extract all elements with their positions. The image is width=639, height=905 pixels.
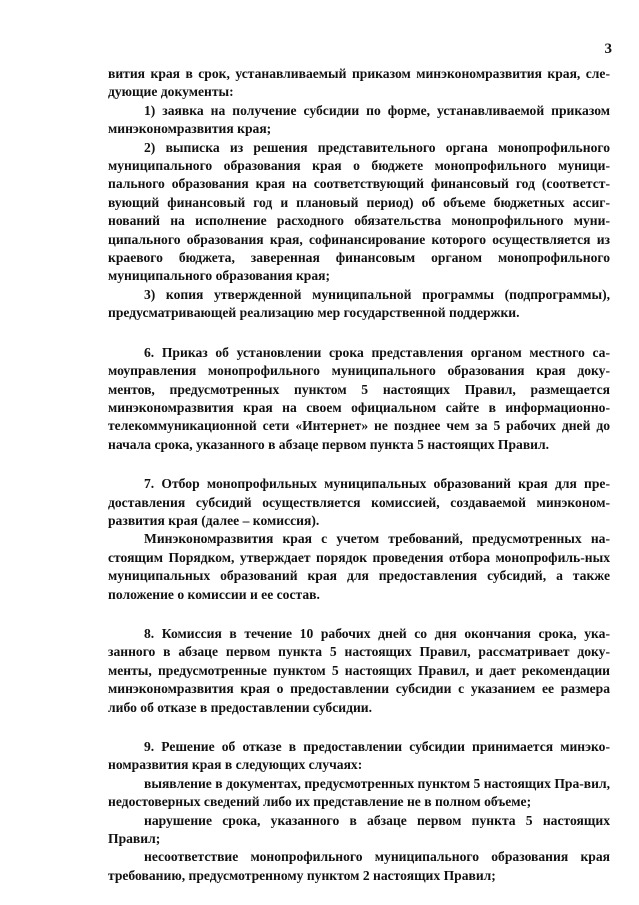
paragraph-item-1: 1) заявка на получение субсидии по форме, устанавливаемой приказом минэкономразвития края; bbox=[108, 102, 610, 137]
paragraph-item-2: 2) выписка из решения представительного органа монопрофильного муниципального образования края о бюджете монопрофильного муници-пального образования края на соответствующий финансовый год (соответст-вующий финансовый год и плановый период) об объеме бюджетных ассиг-нований на исполнение расходного обязательства монопрофильного муни-ципального образования края, софинансирование которого осуществляется из краевого бюджета, заверенная финансовым органом монопрофильного муниципального образования края; bbox=[108, 139, 610, 284]
document-body bbox=[108, 65, 610, 885]
paragraph-clause-9: 9. Решение об отказе в предоставлении субсидии принимается минэко-номразвития края в следующих случаях: bbox=[108, 739, 610, 773]
paragraph-item-3: 3) копия утвержденной муниципальной программы (подпрограммы), предусматривающей реализацию мер государственной поддержки. bbox=[108, 286, 610, 321]
paragraph-clause-8: 8. Комиссия в течение 10 рабочих дней со дня окончания срока, ука-занного в абзаце первом пункта 5 настоящих Правил, рассматривает доку-менты, предусмотренные пунктом 5 настоящих Правил, и дает рекомендации минэкономразвития края о предоставлении субсидии с указанием ее размера либо об отказе в предоставлении субсидии. bbox=[108, 625, 610, 715]
paragraph-continuation: вития края в срок, устанавливаемый приказом минэкономразвития края, сле-дующие документы: bbox=[108, 66, 610, 100]
paragraph-clause-7: 7. Отбор монопрофильных муниципальных образований края для пре-доставления субсидий осуществляется комиссией, создаваемой минэконом-развития края (далее – комиссия). bbox=[108, 476, 610, 528]
page-number: 3 bbox=[604, 41, 612, 57]
paragraph-clause-7-second: Минэкономразвития края с учетом требований, предусмотренных на-стоящим Порядком, утверждает порядок проведения отбора монопрофиль-ных муниципальных образований края для предоставления субсидий, а также положение о комиссии и ее состав. bbox=[108, 531, 610, 602]
paragraph-clause-6: 6. Приказ об установлении срока представления органом местного са-моуправления монопрофильного муниципального образования края доку-ментов, предусмотренных пунктом 5 настоящих Правил, размещается минэкономразвития края на своем официальном сайте в информационно-телекоммуникационной сети «Интернет» не позднее чем за 5 рабочих дней до начала срока, указанного в абзаце первом пункта 5 настоящих Правил. bbox=[108, 344, 610, 452]
paragraph-clause-9-case-2: нарушение срока, указанного в абзаце первом пункта 5 настоящих Правил; bbox=[108, 812, 610, 847]
paragraph-clause-9-case-1: выявление в документах, предусмотренных пунктом 5 настоящих Пра-вил, недостоверных сведений либо их представление не в полном объеме; bbox=[108, 775, 610, 810]
paragraph-clause-9-case-3: несоответствие монопрофильного муниципального образования края требованию, предусмотренному пунктом 2 настоящих Правил; bbox=[108, 849, 610, 883]
